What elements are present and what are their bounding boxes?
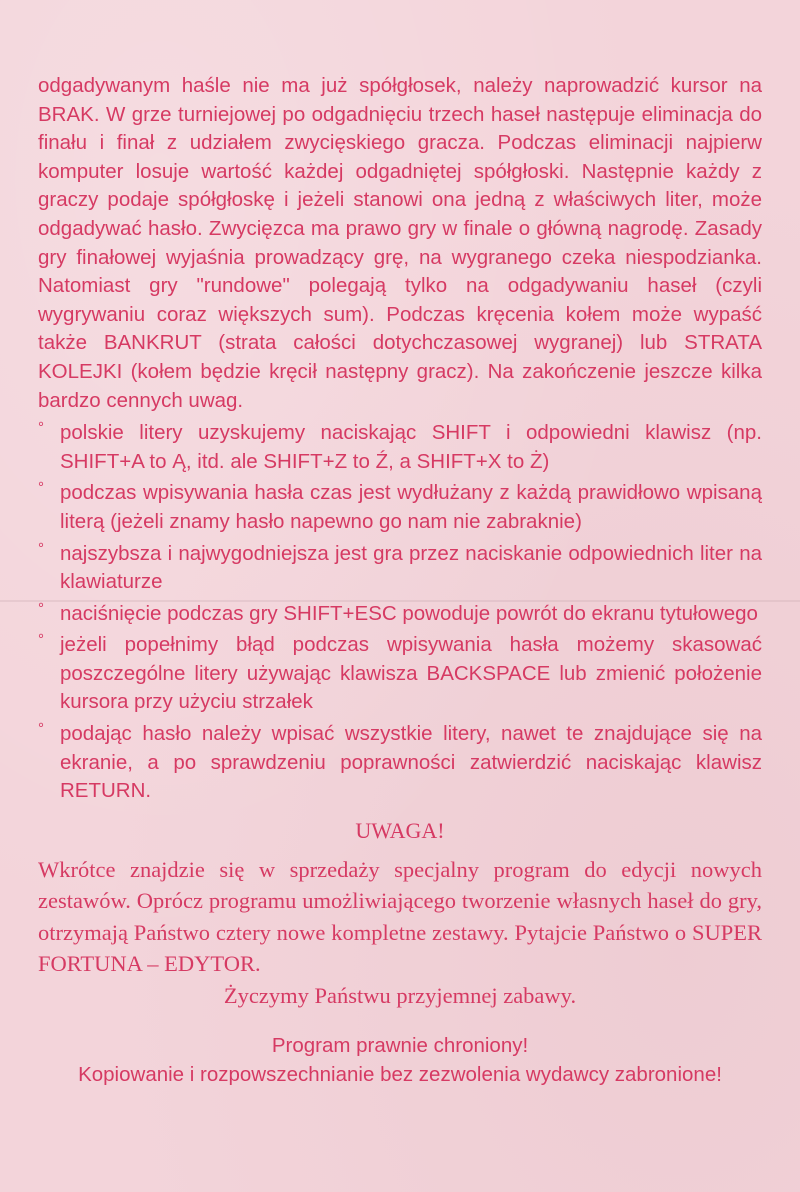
tips-list: [38, 419, 762, 806]
list-item: [38, 631, 762, 717]
list-item: [38, 479, 762, 536]
intro-paragraph: odgadywanym haśle nie ma już spółgłosek, należy naprowadzić kursor na BRAK. W grze turniejowej po odgadnięciu trzech haseł następuje eliminacja do finału i finał z udziałem zwycięskiego gracza. Podczas eliminacji najpierw komputer losuje wartość każdej odgadniętej spółgłoski. Następnie każdy z graczy podaje spółgłoskę i jeżeli stanowi ona jedną z właściwych liter, może odgadywać hasło. Zwycięzca ma prawo gry w finale o główną nagrodę. Zasady gry finałowej wyjaśnia prowadzący grę, na wygranego czeka niespodzianka. Natomiast gry "rundowe" polegają tylko na odgadywaniu haseł (czyli wygrywaniu coraz większych sum). Podczas kręcenia kołem może wypaść także BANKRUT (strata całości dotychczasowej wygranej) lub STRATA KOLEJKI (kołem będzie kręcił następny gracz). Na zakończenie jeszcze kilka bardzo cennych uwag.: [38, 74, 762, 412]
bullet-mark: °: [38, 720, 44, 738]
closing-wish: Życzymy Państwu przyjemnej zabawy.: [223, 982, 577, 1008]
tip-text: polskie litery uzyskujemy naciskając SHIFT i odpowiedni klawisz (np. SHIFT+A to Ą, itd. ale SHIFT+Z to Ź, a SHIFT+X to Ż): [60, 421, 762, 473]
list-item: [38, 540, 762, 597]
notice-title: UWAGA!: [355, 817, 445, 843]
notice-text: Wkrótce znajdzie się w sprzedaży specjalny program do edycji nowych zestawów. Oprócz programu umożliwiającego tworzenie własnych haseł do gry, otrzymają Państwo cztery nowe kompletne zestawy. Pytajcie Państwo o SUPER FORTUNA – EDYTOR.: [38, 856, 762, 977]
tip-text: najszybsza i najwygodniejsza jest gra przez naciskanie odpowiednich liter na klawiaturze: [60, 541, 762, 594]
list-item: [38, 419, 762, 476]
tip-text: podając hasło należy wpisać wszystkie litery, nawet te znajdujące się na ekranie, a po sprawdzeniu poprawności zatwierdzić naciskając klawisz RETURN.: [60, 722, 762, 803]
list-item: [38, 720, 762, 806]
bullet-mark: °: [38, 631, 44, 649]
document-body: [38, 72, 762, 1089]
bullet-mark: °: [38, 539, 44, 557]
copyright-footer: [38, 1031, 762, 1089]
list-item: [38, 600, 762, 629]
copyright-line-2: Kopiowanie i rozpowszechnianie bez zezwolenia wydawcy zabronione!: [78, 1063, 722, 1087]
bullet-mark: °: [38, 599, 44, 617]
bullet-mark: °: [38, 479, 44, 497]
tip-text: naciśnięcie podczas gry SHIFT+ESC powoduje powrót do ekranu tytułowego: [60, 601, 758, 625]
bullet-mark: °: [38, 419, 44, 437]
copyright-line-1: Program prawnie chroniony!: [271, 1034, 529, 1058]
tip-text: jeżeli popełnimy błąd podczas wpisywania hasła możemy skasować poszczególne litery używając klawisza BACKSPACE lub zmienić położenie kursora przy użyciu strzałek: [60, 633, 762, 714]
tip-text: podczas wpisywania hasła czas jest wydłużany z każdą prawidłowo wpisaną literą (jeżeli znamy hasło napewno go nam nie zabraknie): [60, 481, 762, 533]
